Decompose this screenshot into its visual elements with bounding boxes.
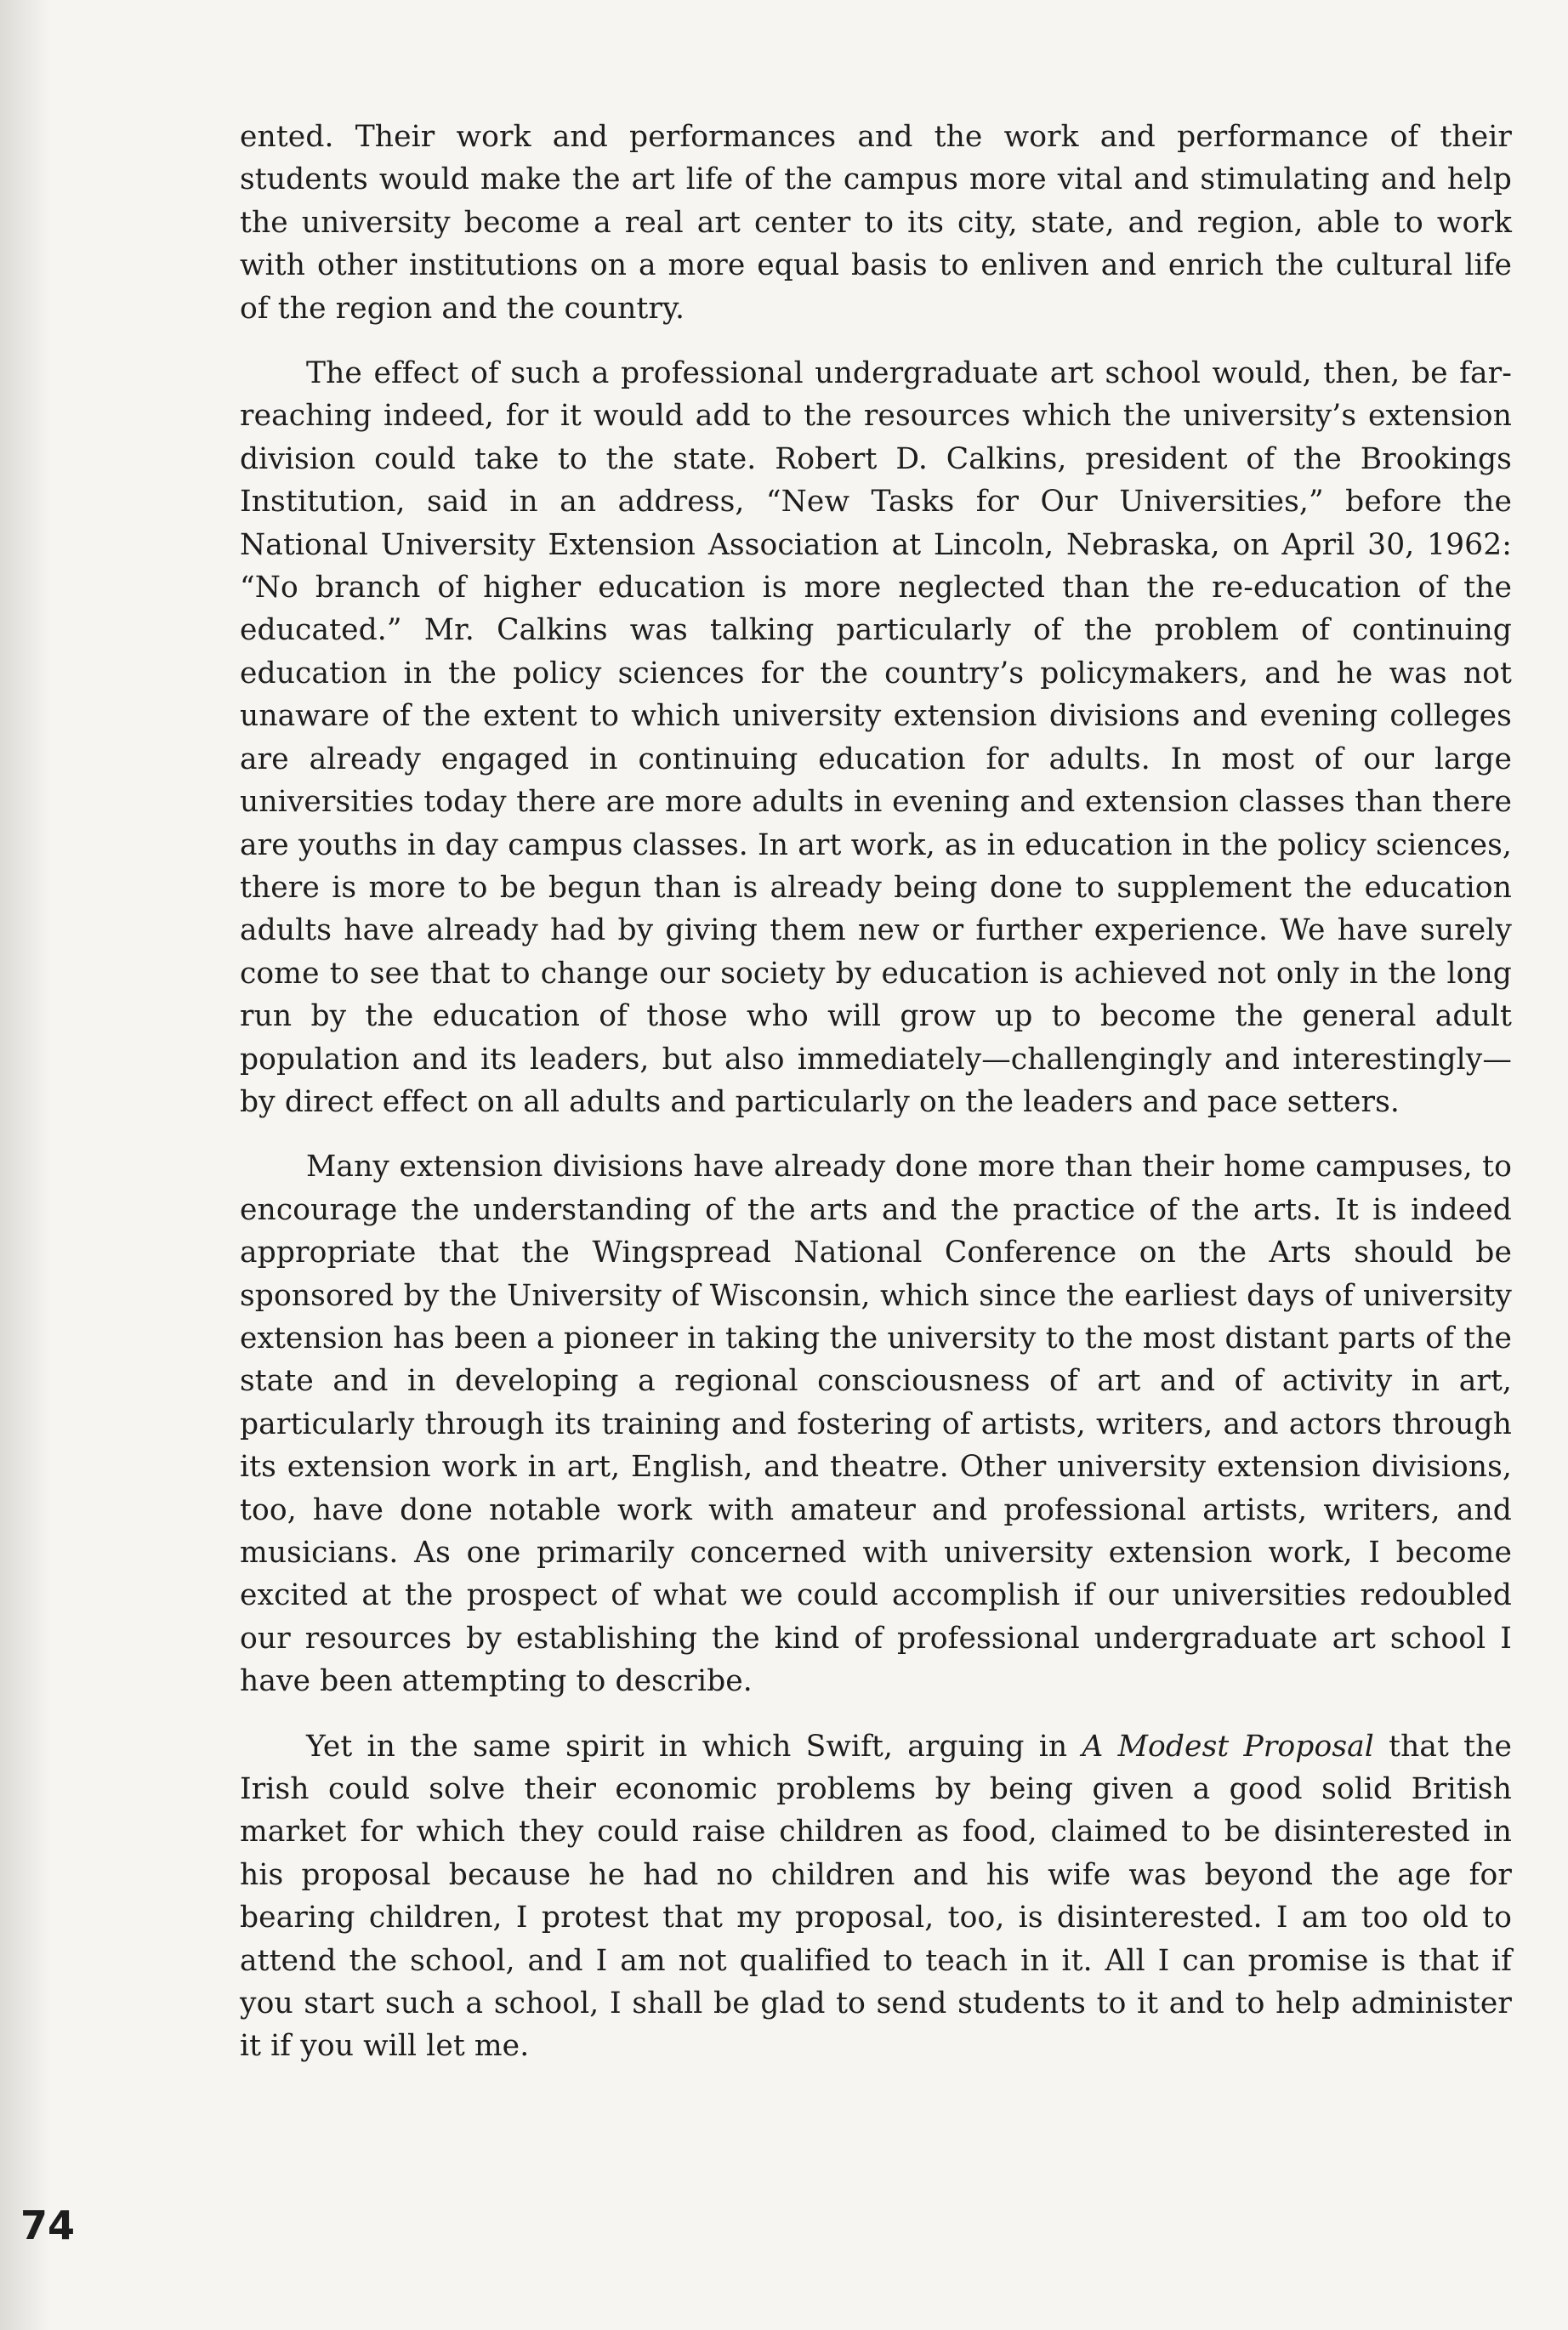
book-title-italic: A Modest Proposal (1082, 1729, 1374, 1764)
paragraph-2: The effect of such a professional undergraduate art school would, then, be far-reaching indeed, for it would add to the resources which the university’s extension division could take to the state. Robert D. Calkins, president of the Brookings Institution, said in an address, “New Tasks for Our Universities,” before the National University Extension Association at Lincoln, Nebraska, on April 30, 1962: “No branch of higher education is more neglected than the re-education of the educated.” Mr. Calkins was talking particularly of the problem of continuing education in the policy sciences for the country’s policymakers, and he was not unaware of the extent to which university extension divisions and evening colleges are already engaged in continuing education for adults. In most of our large universities today there are more adults in evening and extension classes than there are youths in day campus classes. In art work, as in education in the policy sciences, there is more to be begun than is already being done to supplement the education adults have already had by giving them new or further experience. We have surely come to see that to change our society by education is achieved not only in the long run by the education of those who will grow up to become the general adult population and its leaders, but also immediately—challengingly and interestingly—by direct effect on all adults and particularly on the leaders and pace setters. (240, 356, 1512, 1119)
paragraph-3: Many extension divisions have already done more than their home campuses, to encourage the understanding of the arts and the practice of the arts. It is indeed appropriate that the Wingspread National Conference on the Arts should be sponsored by the University of Wisconsin, which since the earliest days of university extension has been a pioneer in taking the university to the most distant parts of the state and in developing a regional consciousness of art and of activity in art, particularly through its training and fostering of artists, writers, and actors through its extension work in art, English, and theatre. Other university extension divisions, too, have done notable work with amateur and professional artists, writers, and musicians. As one primarily concerned with university extension work, I become excited at the prospect of what we could accomplish if our universities redoubled our resources by establishing the kind of professional undergraduate art school I have been attempting to describe. (240, 1150, 1512, 1699)
page-edge-shadow (0, 0, 51, 2330)
paragraph-1: ented. Their work and performances and the work and performance of their students would make the art life of the campus more vital and stimulating and help the university become a real art center to its city, state, and region, able to work with other institutions on a more equal basis to enliven and enrich the cultural life of the region and the country. (240, 120, 1512, 326)
paragraph-4 (240, 1725, 1512, 2068)
page-number: 74 (20, 2202, 76, 2248)
body-text (240, 116, 1512, 2090)
paragraph-4-text-before: Yet in the same spirit in which Swift, arguing in (306, 1729, 1082, 1764)
paragraph-4-text-after: that the Irish could solve their economic problems by being given a good solid British market for which they could raise children as food, claimed to be disinterested in his proposal because he had no children and his wife was beyond the age for bearing children, I protest that my proposal, too, is disinterested. I am too old to attend the school, and I am not qualified to teach in it. All I can promise is that if you start such a school, I shall be glad to send students to it and to help administer it if you will let me. (240, 1729, 1512, 2064)
